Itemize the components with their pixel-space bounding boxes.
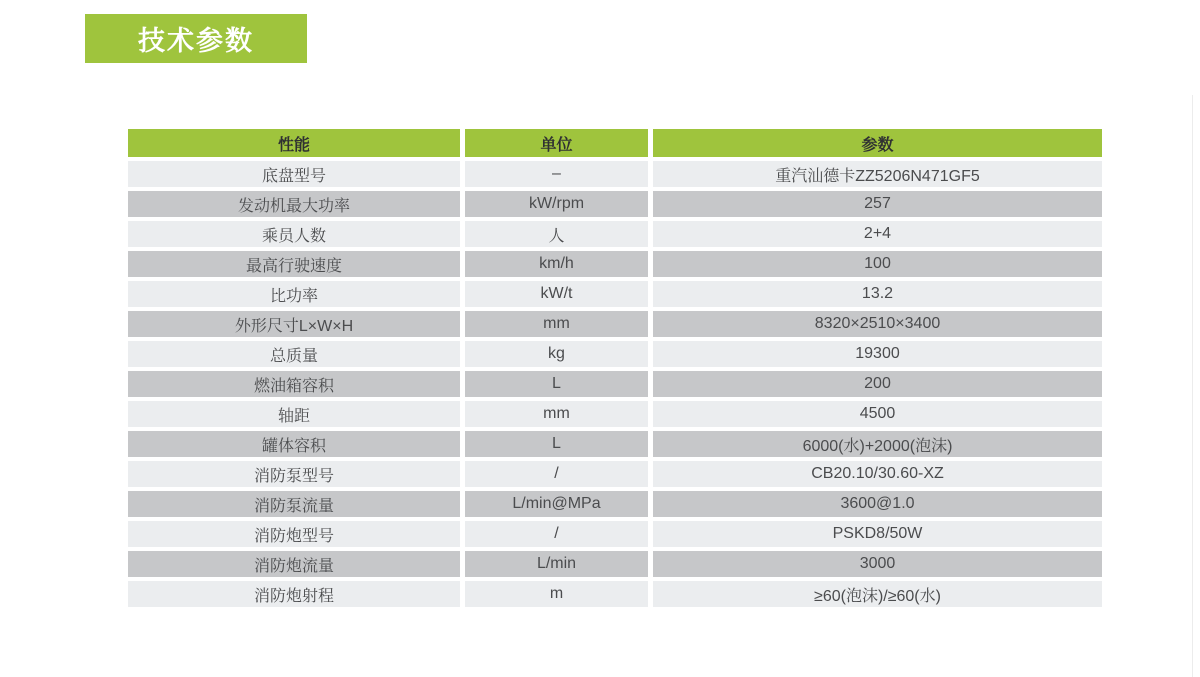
spec-value-cell: 200 [653,371,1102,397]
spec-value-cell: 13.2 [653,281,1102,307]
section-title: 技术参数 [138,26,254,56]
spec-unit-cell: mm [465,311,648,337]
spec-value-cell: 3600@1.0 [653,491,1102,517]
spec-name-cell: 消防炮射程 [128,581,460,607]
spec-name-cell: 燃油箱容积 [128,371,460,397]
spec-name-cell: 轴距 [128,401,460,427]
spec-unit-cell: L/min@MPa [465,491,648,517]
spec-unit-cell: L [465,431,648,457]
spec-name-cell: 乘员人数 [128,221,460,247]
spec-value-cell: 100 [653,251,1102,277]
spec-name-cell: 消防泵流量 [128,491,460,517]
page-edge-line [1192,95,1193,677]
spec-unit-cell: m [465,581,648,607]
column-header-unit: 单位 [465,129,648,157]
spec-table [128,129,1102,607]
spec-value-cell: PSKD8/50W [653,521,1102,547]
spec-name-cell: 总质量 [128,341,460,367]
spec-value-cell: 19300 [653,341,1102,367]
spec-unit-cell: L [465,371,648,397]
spec-name-cell: 消防泵型号 [128,461,460,487]
spec-value-cell: CB20.10/30.60-XZ [653,461,1102,487]
spec-unit-cell: mm [465,401,648,427]
spec-name-cell: 底盘型号 [128,161,460,187]
spec-name-cell: 消防炮流量 [128,551,460,577]
spec-value-cell: 2+4 [653,221,1102,247]
spec-name-cell: 比功率 [128,281,460,307]
spec-value-cell: 4500 [653,401,1102,427]
column-header-performance: 性能 [128,129,460,157]
spec-name-cell: 发动机最大功率 [128,191,460,217]
section-title-block [85,14,307,63]
spec-name-cell: 罐体容积 [128,431,460,457]
spec-unit-cell: / [465,461,648,487]
spec-value-cell: 6000(水)+2000(泡沫) [653,431,1102,457]
spec-value-cell: 257 [653,191,1102,217]
spec-value-cell: ≥60(泡沫)/≥60(水) [653,581,1102,607]
spec-unit-cell: kW/rpm [465,191,648,217]
spec-unit-cell: – [465,161,648,187]
spec-unit-cell: km/h [465,251,648,277]
spec-unit-cell: kg [465,341,648,367]
spec-value-cell: 8320×2510×3400 [653,311,1102,337]
spec-unit-cell: 人 [465,221,648,247]
spec-value-cell: 重汽汕德卡ZZ5206N471GF5 [653,161,1102,187]
spec-value-cell: 3000 [653,551,1102,577]
column-header-parameter: 参数 [653,129,1102,157]
spec-name-cell: 最高行驶速度 [128,251,460,277]
spec-unit-cell: L/min [465,551,648,577]
spec-name-cell: 外形尺寸L×W×H [128,311,460,337]
spec-unit-cell: kW/t [465,281,648,307]
spec-name-cell: 消防炮型号 [128,521,460,547]
spec-unit-cell: / [465,521,648,547]
